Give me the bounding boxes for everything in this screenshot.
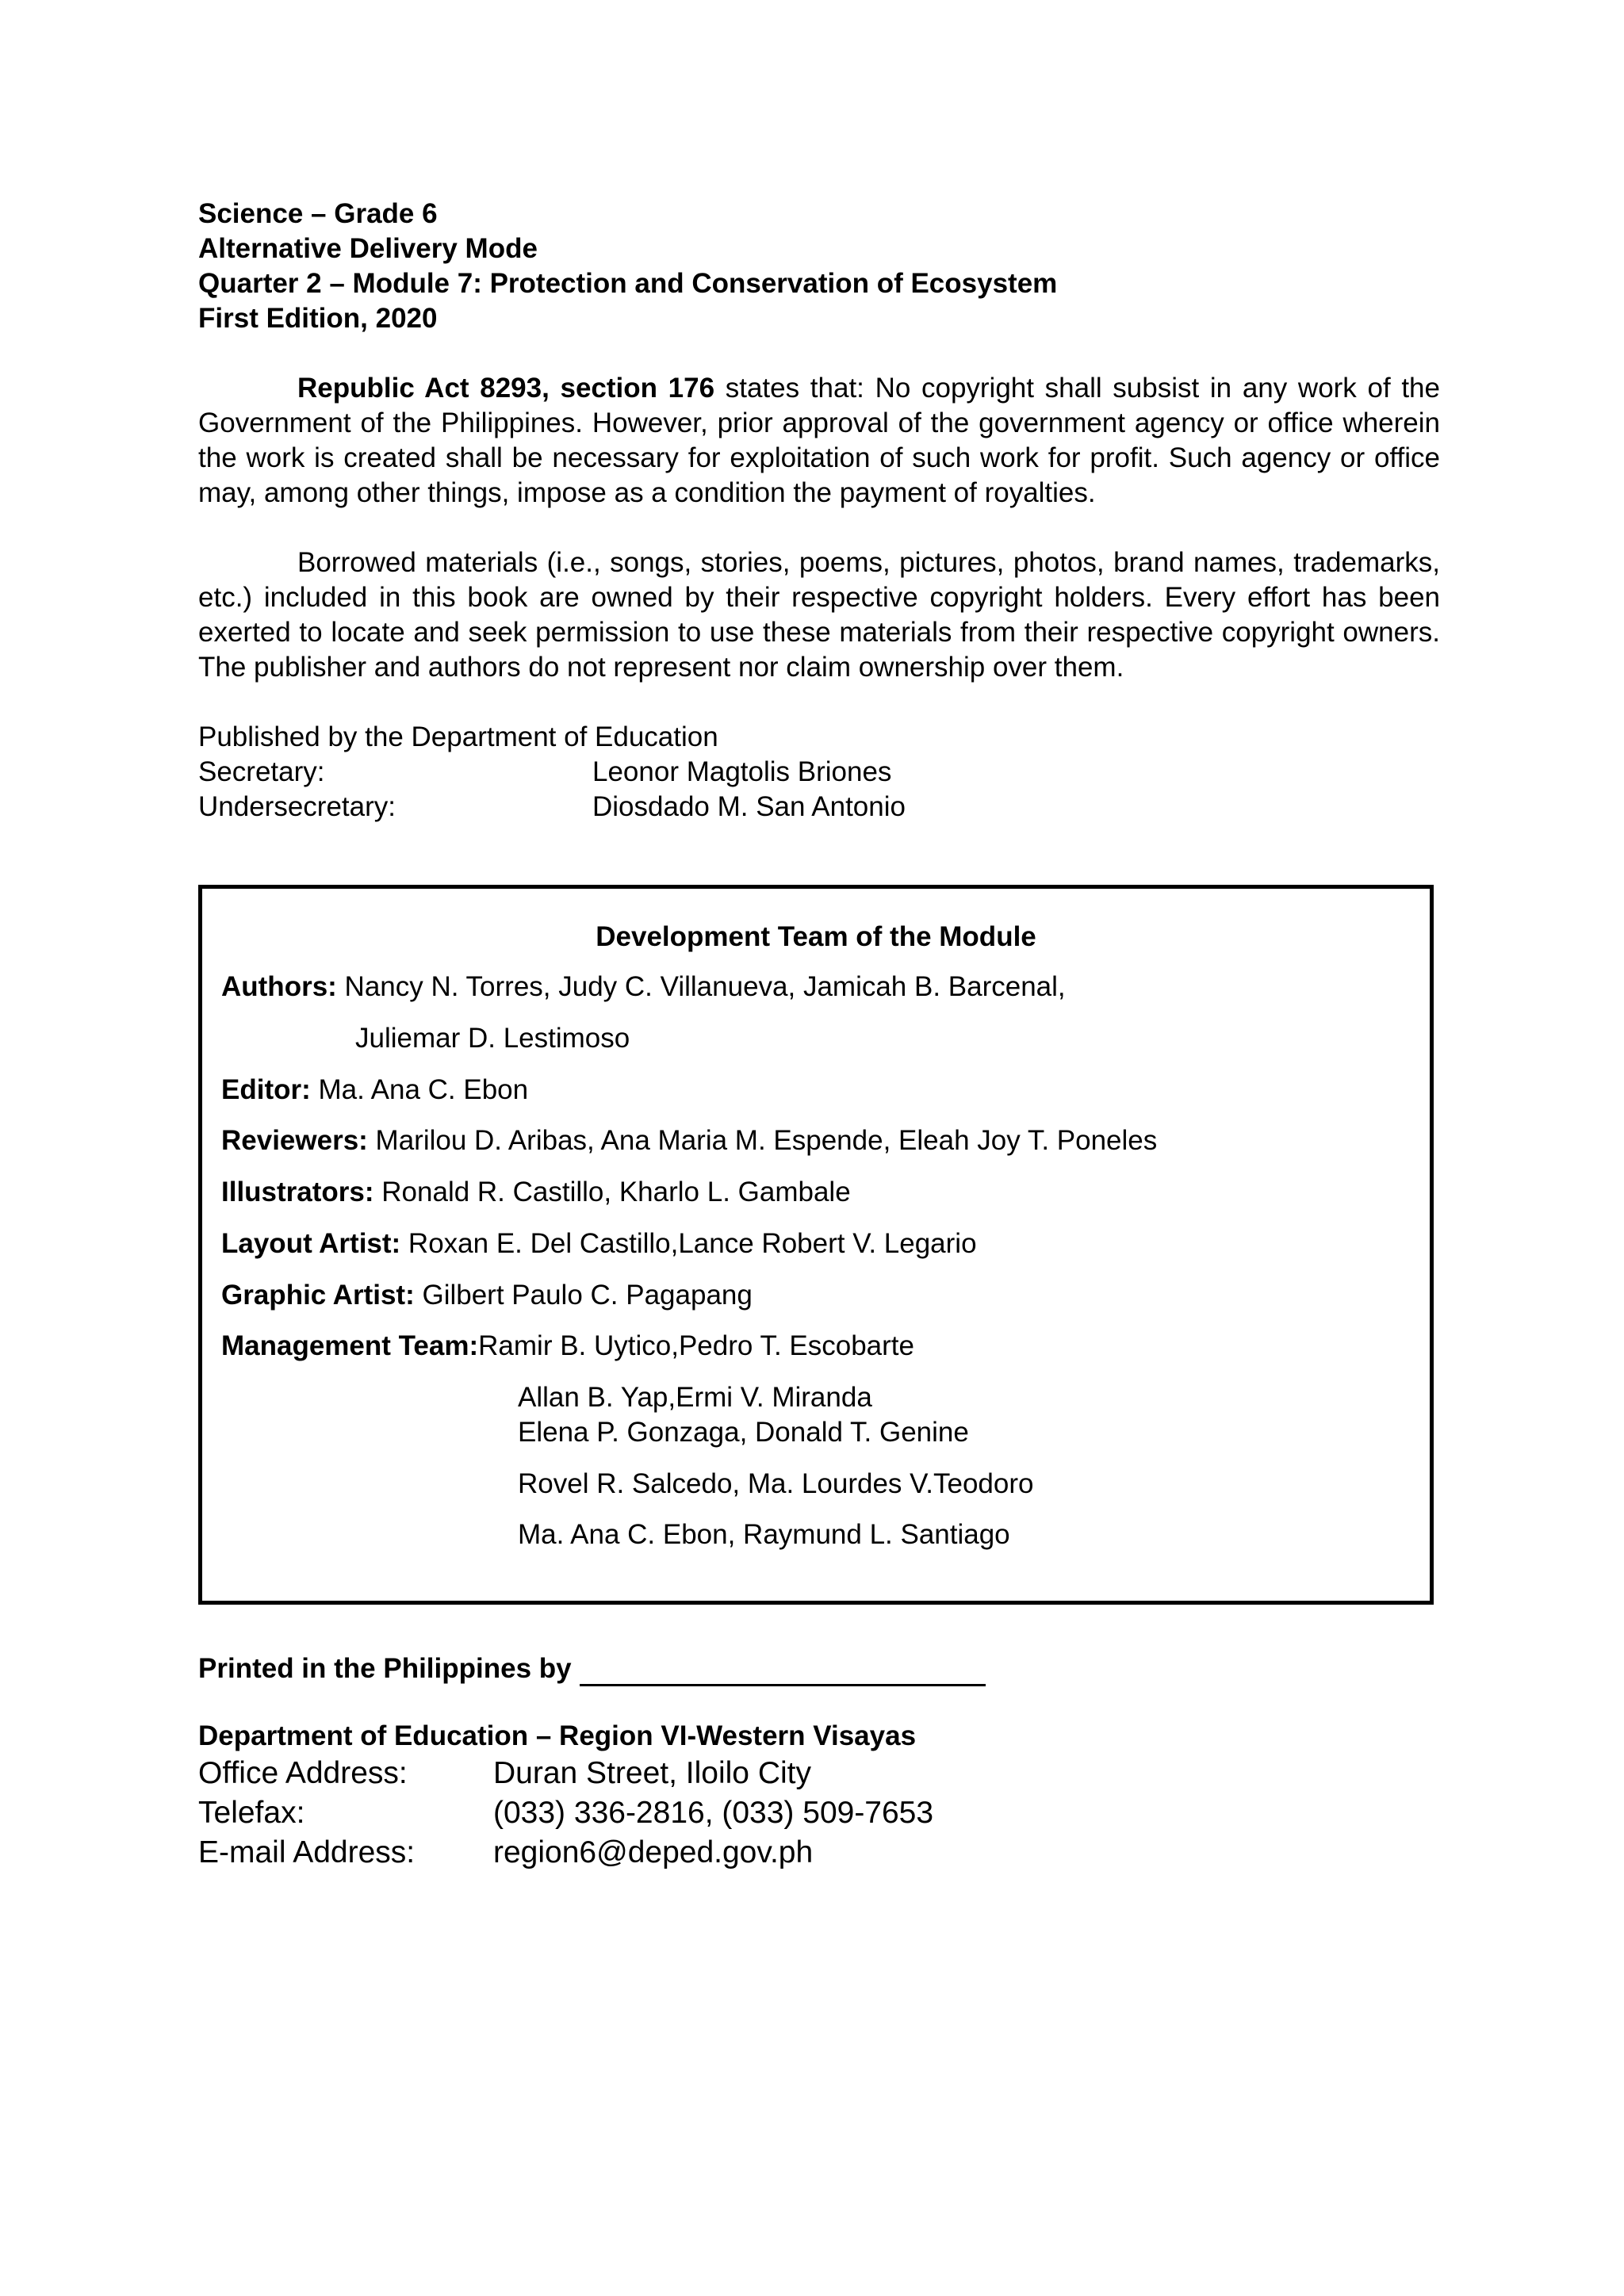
layout-artist-label: Layout Artist: xyxy=(221,1228,401,1259)
printed-by-line xyxy=(198,1651,986,1686)
illustrators-label: Illustrators: xyxy=(221,1177,374,1207)
region-office-block xyxy=(198,1719,1150,1873)
management-team-line-4: Rovel R. Salcedo, Ma. Lourdes V.Teodoro xyxy=(518,1468,1034,1499)
printed-by-label: Printed in the Philippines by xyxy=(198,1653,572,1684)
module-header xyxy=(198,197,1440,336)
office-address-label: Office Address: xyxy=(198,1756,408,1790)
development-team-box xyxy=(198,885,1434,1605)
office-address-row xyxy=(198,1754,1150,1793)
email-label: E-mail Address: xyxy=(198,1835,416,1869)
reviewers-line xyxy=(221,1123,1157,1158)
graphic-artist-label: Graphic Artist: xyxy=(221,1280,415,1311)
editor-line xyxy=(221,1073,528,1108)
undersecretary-name: Diosdado M. San Antonio xyxy=(592,791,906,822)
authors-label: Authors: xyxy=(221,971,337,1002)
reviewers-label: Reviewers: xyxy=(221,1125,368,1156)
telefax-label: Telefax: xyxy=(198,1796,305,1830)
management-team-line xyxy=(221,1329,914,1364)
telefax-value: (033) 336-2816, (033) 509-7653 xyxy=(493,1796,934,1830)
page-content xyxy=(198,197,1440,825)
secretary-label: Secretary: xyxy=(198,756,325,787)
secretary-row xyxy=(198,755,1440,790)
printer-blank-underline xyxy=(580,1657,986,1686)
illustrators-line xyxy=(221,1175,851,1210)
management-team-line-2: Allan B. Yap,Ermi V. Miranda xyxy=(518,1382,872,1413)
published-by: Published by the Department of Education xyxy=(198,721,718,752)
management-team-line-3: Elena P. Gonzaga, Donald T. Genine xyxy=(518,1417,969,1448)
secretary-name: Leonor Magtolis Briones xyxy=(592,756,892,787)
delivery-mode: Alternative Delivery Mode xyxy=(198,233,538,264)
authors-names: Nancy N. Torres, Judy C. Villanueva, Jamicah B. Barcenal, xyxy=(336,971,1066,1002)
telefax-row xyxy=(198,1793,1150,1833)
undersecretary-label: Undersecretary: xyxy=(198,791,396,822)
copyright-notice xyxy=(198,371,1440,511)
editor-name: Ma. Ana C. Ebon xyxy=(310,1074,529,1105)
email-row xyxy=(198,1833,1150,1873)
borrowed-materials-notice: Borrowed materials (i.e., songs, stories, poems, pictures, photos, brand names, trademarks, etc.) included in this book are owned by their respective copyright holders. Every effort has been exerted to locate and seek permission to use these materials from their respective copyright owners. The publisher and authors do not represent nor claim ownership over them. xyxy=(198,547,1440,683)
module-title: Quarter 2 – Module 7: Protection and Conservation of Ecosystem xyxy=(198,268,1058,299)
team-title: Development Team of the Module xyxy=(596,921,1036,952)
layout-artist-names: Roxan E. Del Castillo,Lance Robert V. Legario xyxy=(400,1228,977,1259)
office-address-value: Duran Street, Iloilo City xyxy=(493,1756,811,1790)
graphic-artist-line xyxy=(221,1278,753,1313)
graphic-artist-name: Gilbert Paulo C. Pagapang xyxy=(414,1280,753,1311)
management-team-names: Ramir B. Uytico,Pedro T. Escobarte xyxy=(478,1330,914,1361)
management-team-label: Management Team: xyxy=(221,1330,479,1361)
layout-artist-line xyxy=(221,1226,977,1261)
publisher-block xyxy=(198,720,1440,825)
editor-label: Editor: xyxy=(221,1074,311,1105)
authors-continued: Juliemar D. Lestimoso xyxy=(355,1023,630,1054)
copyright-lead: Republic Act 8293, section 176 xyxy=(297,373,715,404)
email-value: region6@deped.gov.ph xyxy=(493,1835,814,1869)
undersecretary-row xyxy=(198,790,1440,825)
illustrators-names: Ronald R. Castillo, Kharlo L. Gambale xyxy=(373,1177,851,1207)
region-title: Department of Education – Region VI-Western Visayas xyxy=(198,1720,917,1751)
authors-line xyxy=(221,970,1066,1004)
subject-grade: Science – Grade 6 xyxy=(198,198,438,229)
management-team-line-5: Ma. Ana C. Ebon, Raymund L. Santiago xyxy=(518,1519,1010,1550)
reviewers-names: Marilou D. Aribas, Ana Maria M. Espende, Eleah Joy T. Poneles xyxy=(367,1125,1158,1156)
copyright-text: states that: No copyright shall subsist in any work of the Government of the Philippines. However, prior approval of the government agency or office wherein the work is created shall be necessary for exploitation of such work for profit. Such agency or office may, among other things, impose as a condition the payment of royalties. xyxy=(198,373,1440,508)
edition: First Edition, 2020 xyxy=(198,303,438,334)
